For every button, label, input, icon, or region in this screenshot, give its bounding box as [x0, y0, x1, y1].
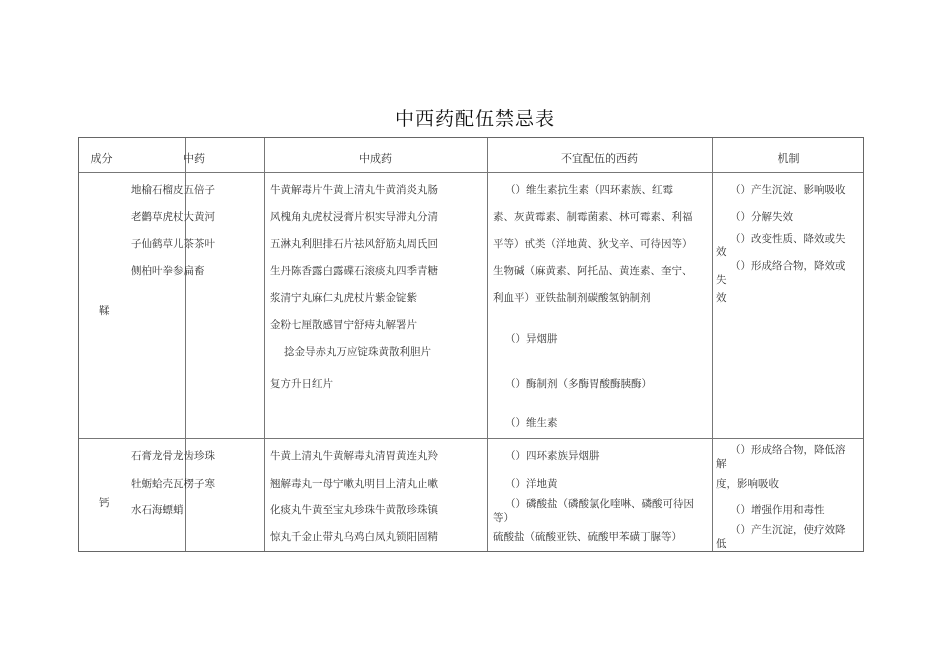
- mechanism-line: （）增强作用和毒性: [730, 504, 825, 516]
- western-line: （）维生素抗生素（四环素族、红霉: [505, 184, 673, 196]
- mechanism-line: （）形成络合物，降效或: [730, 260, 846, 272]
- ingredient-label: 鞣: [99, 305, 110, 317]
- header-western-drugs: 不宜配伍的西药: [561, 152, 638, 165]
- patent-line: 惊丸千金止带丸乌鸡白凤丸锁阳固精: [270, 531, 438, 543]
- mechanism-line: （）改变性质、降效或失: [730, 233, 846, 245]
- row-divider: [79, 172, 863, 173]
- header-mechanism: 机制: [777, 152, 800, 165]
- herb-line: 牡蛎蛤壳瓦楞子寒: [131, 478, 215, 490]
- column-divider: [264, 138, 265, 551]
- patent-line: 牛黄上清丸牛黄解毒丸清胃黄连丸羚: [270, 450, 438, 462]
- western-line: （）酶制剂（多酶胃酸酶胰酶）: [505, 378, 652, 390]
- western-line: 素、灰黄霉素、制霉菌素、林可霉素、利福: [493, 211, 693, 223]
- patent-line: 浆清宁丸麻仁丸虎杖片紫金锭紫: [270, 292, 417, 304]
- mechanism-line: 度，影响吸收: [716, 478, 779, 490]
- incompatibility-table: [78, 137, 864, 552]
- patent-line: 复方升日红片: [270, 378, 333, 390]
- western-line: （）异烟肼: [505, 333, 558, 345]
- mechanism-line: 效: [716, 292, 727, 304]
- herb-line: 侧柏叶拳参扁畜: [131, 265, 205, 277]
- mechanism-line: 解: [716, 458, 727, 470]
- mechanism-line: 低: [716, 538, 727, 550]
- herb-line: 地榆石榴皮五倍子: [131, 184, 215, 196]
- patent-line: 金粉七厘散感冒宁舒痔丸解署片: [270, 319, 417, 331]
- patent-line: 生丹陈香露白露碟石滚痰丸四季青糖: [270, 265, 438, 277]
- mechanism-line: （）形成络合物，降低溶: [730, 444, 846, 456]
- ingredient-label: 钙: [99, 497, 110, 509]
- mechanism-line: 失: [716, 274, 727, 286]
- western-line: 等）: [493, 512, 514, 524]
- western-line: 生物碱（麻黄素、阿托品、黄连素、奎宁、: [493, 265, 693, 277]
- document-title: 中西药配伍禁忌表: [394, 108, 555, 130]
- patent-line: 捻金导赤丸万应锭珠黄散利胆片: [284, 346, 431, 358]
- herb-line: 老鹳草虎杖大黄河: [131, 211, 215, 223]
- mechanism-line: （）分解失效: [730, 211, 793, 223]
- patent-line: 五淋丸利胆排石片祛风舒筋丸周氏回: [270, 238, 438, 250]
- patent-line: 风槐角丸虎杖浸膏片枳实导滞丸分清: [270, 211, 438, 223]
- western-line: 硫酸盐（硫酸亚铁、硫酸甲苯磺丁脲等）: [493, 531, 682, 543]
- column-divider: [487, 138, 488, 551]
- western-line: （）四环素族异烟肼: [505, 450, 600, 462]
- herb-line: 水石海螵蛸: [131, 504, 184, 516]
- herb-line: 石膏龙骨龙齿珍珠: [131, 450, 215, 462]
- mechanism-line: （）产生沉淀，使疗效降: [730, 524, 846, 536]
- patent-line: 化痰丸牛黄至宝丸珍珠牛黄散珍珠镇: [270, 504, 438, 516]
- header-ingredient: 成分: [90, 152, 113, 165]
- western-line: （）维生素: [505, 417, 558, 429]
- herb-line: 子仙鹤草儿茶茶叶: [131, 238, 215, 250]
- western-line: 利血平）亚铁盐制剂碳酸氢钠制剂: [493, 292, 651, 304]
- header-patent-medicine: 中成药: [359, 152, 392, 165]
- western-line: （）洋地黄: [505, 478, 558, 490]
- mechanism-line: （）产生沉淀、影响吸收: [730, 184, 846, 196]
- row-divider: [79, 438, 863, 439]
- patent-line: 牛黄解毒片牛黄上清丸牛黄消炎丸肠: [270, 184, 438, 196]
- mechanism-line: 效: [716, 246, 727, 258]
- patent-line: 翘解毒丸一母宁嗽丸明目上清丸止嗽: [270, 478, 438, 490]
- header-herbs: 中药: [183, 152, 205, 165]
- western-line: （）磷酸盐（磷酸氯化喹啉、磷酸可待因: [505, 498, 694, 510]
- column-divider: [712, 138, 713, 551]
- western-line: 平等）甙类（洋地黄、狄戈辛、可待因等）: [493, 238, 693, 250]
